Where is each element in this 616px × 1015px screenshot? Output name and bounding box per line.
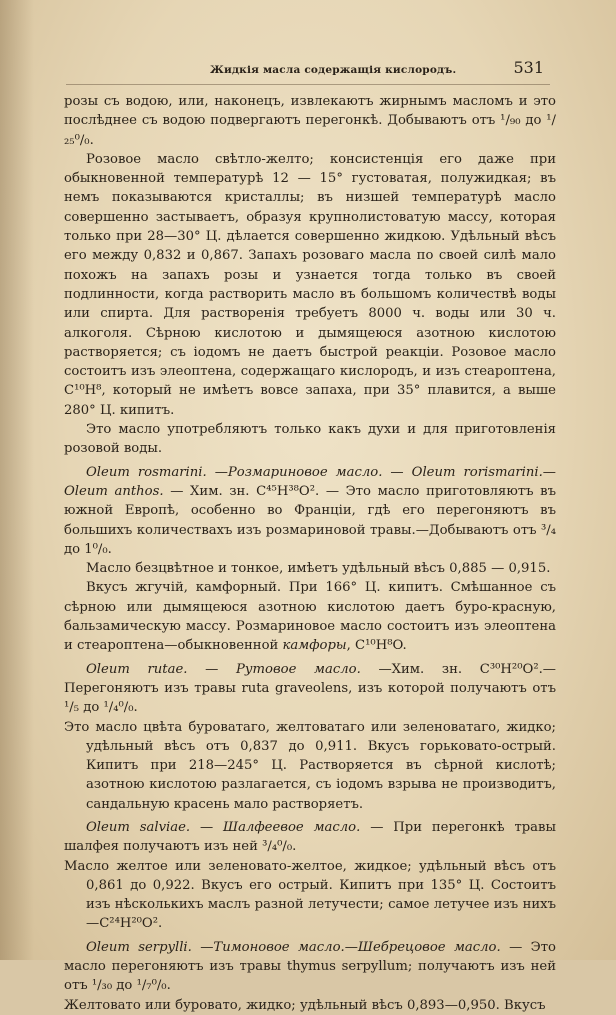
entry-latin-name: Oleum serpylli. xyxy=(86,939,192,955)
entry-salviae xyxy=(64,818,556,857)
entry-rutae xyxy=(64,660,556,718)
entry-russian-name: —Розмариновое масло. xyxy=(214,464,383,480)
entry-latin-synonym: Oleum anthos. xyxy=(64,483,164,499)
entry-text: — Хим. зн. C⁴⁵H³⁸O². — Это масло приготовляютъ въ южной Европѣ, особенно во Франціи, гдѣ его перегоняютъ въ большихъ количествахъ изъ розмариновой травы.—Добываютъ отъ ³/₄ до 1⁰/₀. xyxy=(64,483,556,557)
page-number: 531 xyxy=(513,58,544,77)
paragraph xyxy=(64,578,556,655)
camphor-term: камфоры xyxy=(282,638,347,654)
page-body xyxy=(64,92,556,1015)
entry-text: Вкусъ жгучій, камфорный. При 166° Ц. кипитъ. Смѣшанное съ сѣрною или дымящеюся азотною кислотою даетъ буро-красную, бальзамическую массу. Розмариновое масло состоитъ изъ элеоптена и стеароптена—обыкновенной xyxy=(64,580,556,654)
paragraph: Розовое масло свѣтло-желто; консистенція его даже при обыкновенной температурѣ 12 — 15° густоватая, полужидкая; въ немъ показываются кристаллы; въ низшей температурѣ масло совершенно застываетъ, образуя крупнолистоватую массу, которая только при 28—30° Ц. дѣлается совершенно жидкою. Удѣльный вѣсъ его между 0,832 и 0,867. Запахъ розоваго масла по своей силѣ мало похожъ на запахъ розы и узнается тогда только въ своей подлинности, когда растворить масло въ большомъ количествѣ воды или спирта. Для растворенія требуетъ 8000 ч. воды или 30 ч. алкоголя. Сѣрною кислотою и дымящеюся азотною кислотою растворяется; съ іодомъ не даетъ быстрой реакціи. Розовое масло состоитъ изъ элеоптена, содержащаго кислородъ, и изъ стеароптена, C¹⁰H⁸, который не имѣетъ вовсе запаха, при 35° плавится, а выше 280° Ц. кипитъ. xyxy=(64,151,556,418)
paragraph: Это масло цвѣта буроватаго, желтоватаго или зеленоватаго, жидко; удѣльный вѣсъ отъ 0,837 до 0,911. Вкусъ горьковато-острый. Кипитъ при 218—245° Ц. Растворяется въ сѣрной кислотѣ; азотною кислотою разлагается, съ іодомъ взрыва не производитъ, сандальную красень мало растворяетъ. xyxy=(64,719,556,812)
entry-rosmarini xyxy=(64,463,556,559)
entry-latin-name: Oleum salviae. xyxy=(86,819,191,835)
running-title: Жидкія масла содержащія кислородъ. xyxy=(210,64,457,76)
entry-serpylli xyxy=(64,938,556,996)
paragraph: Это масло употребляютъ только какъ духи и для приготовленія розовой воды. xyxy=(64,422,556,457)
entry-russian-name: — Шалфеевое масло. xyxy=(199,819,361,835)
paragraph: Масло безцвѣтное и тонкое, имѣетъ удѣльный вѣсъ 0,885 — 0,915. xyxy=(86,561,551,577)
entry-russian-name: —Тимоновое масло.—Шебрецовое масло. xyxy=(200,939,501,955)
entry-latin-synonym: — Oleum rorismarini.— xyxy=(390,464,556,480)
binding-shadow xyxy=(0,0,34,960)
entry-text: — Это масло перегоняютъ изъ травы thymus serpyllum; получаютъ изъ ней отъ ¹/₃₀ до ¹/₇⁰/₀. xyxy=(64,939,556,994)
page-header xyxy=(0,58,616,82)
entry-russian-name: — Рутовое масло. xyxy=(205,661,361,677)
entry-text: —Хим. зн. C³⁰H²⁰O².—Перегоняютъ изъ травы ruta graveolens, изъ которой получаютъ отъ ¹/₅ до ¹/₄⁰/₀. xyxy=(64,661,556,716)
paragraph: Масло желтое или зеленовато-желтое, жидкое; удѣльный вѣсъ отъ 0,861 до 0,922. Вкусъ его острый. Кипитъ при 135° Ц. Состоитъ изъ нѣсколькихъ маслъ разной летучести; самое летучее изъ нихъ—C²⁴H²⁰O². xyxy=(64,858,556,932)
entry-latin-name: Oleum rosmarini. xyxy=(86,464,207,480)
header-rule xyxy=(66,84,550,85)
paragraph: Желтовато или буровато, жидко; удѣльный вѣсъ 0,893—0,950. Вкусъ xyxy=(64,997,546,1013)
entry-latin-name: Oleum rutae. xyxy=(86,661,188,677)
entry-text: — При перегонкѣ травы шалфея получаютъ изъ ней ³/₄⁰/₀. xyxy=(64,819,556,855)
entry-text: , C¹⁰H⁸O. xyxy=(346,638,407,654)
paragraph: розы съ водою, или, наконецъ, извлекаютъ жирнымъ масломъ и это послѣднее съ водою подвергаютъ перегонкѣ. Добываютъ отъ ¹/₉₀ до ¹/₂₅⁰/₀. xyxy=(64,94,556,148)
